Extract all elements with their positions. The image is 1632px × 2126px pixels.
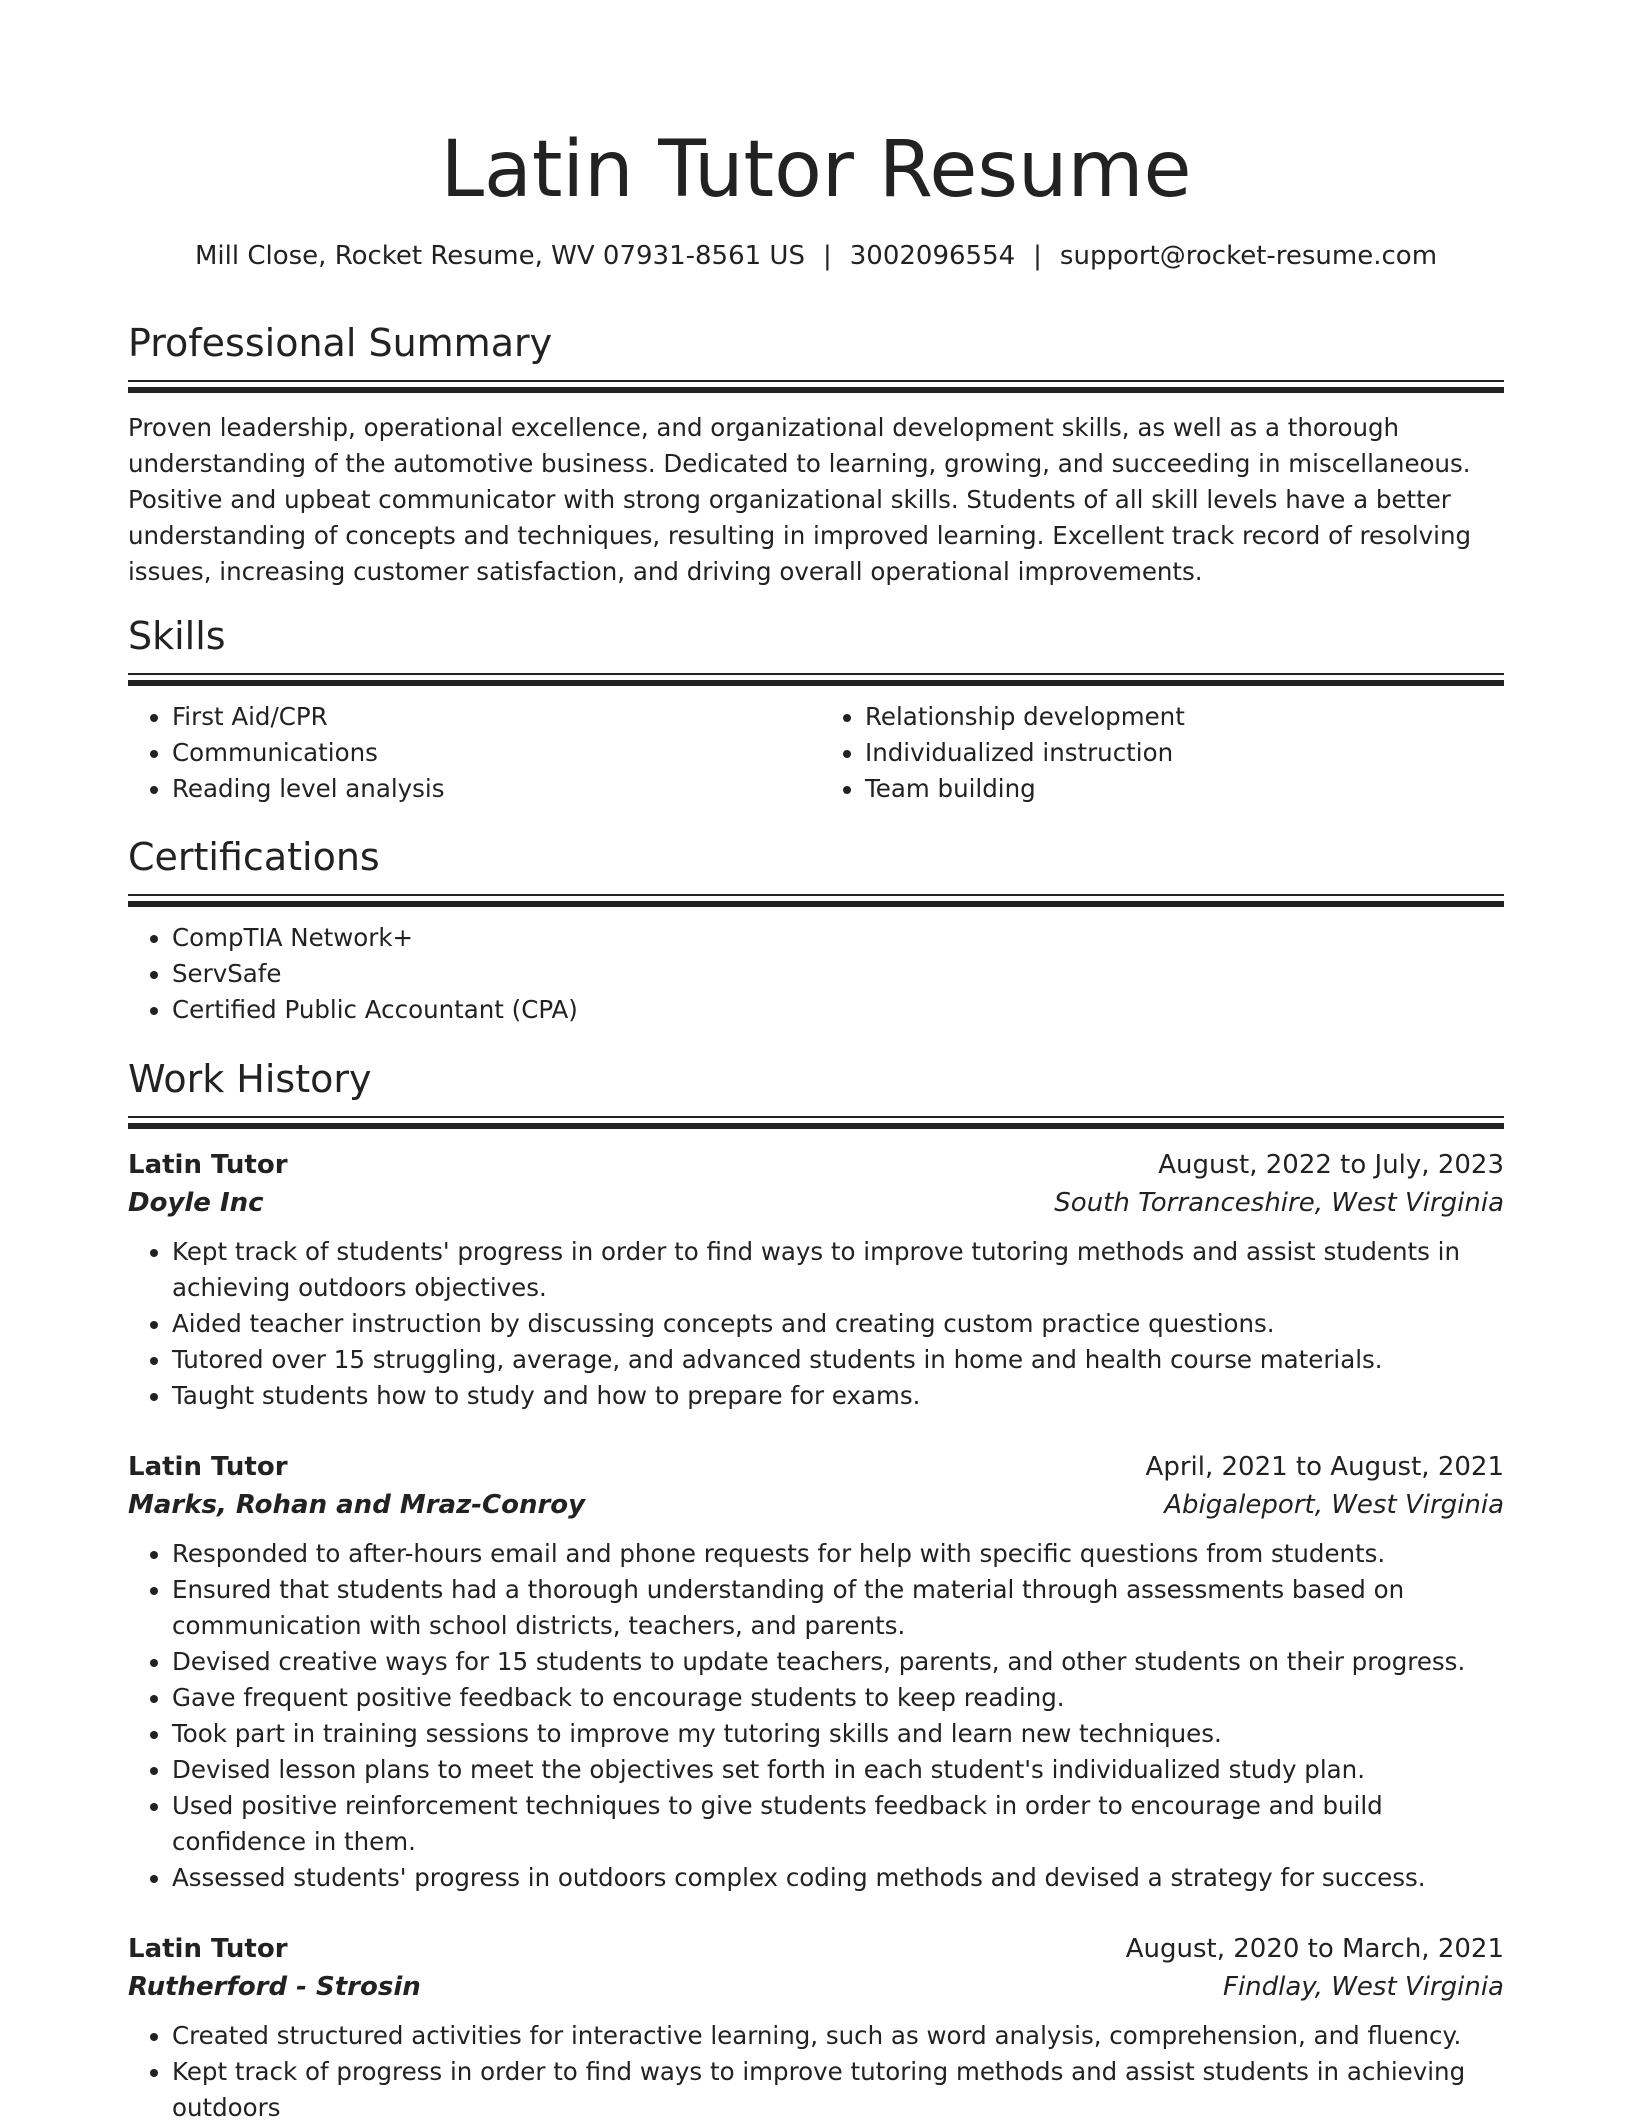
job-bullet: • Devised lesson plans to meet the objectives set forth in each student's individualized study plan. [172,1752,1504,1788]
section-title: Skills [128,614,226,658]
job-bullet: • Devised creative ways for 15 students to update teachers, parents, and other students on their progress. [172,1644,1504,1680]
skill-item: • Individualized instruction [865,735,1504,771]
job-company: Marks, Rohan and Mraz-Conroy [128,1490,586,1520]
skills-list-left [128,699,816,807]
contact-line [0,238,1632,274]
job-bullet: • Taught students how to study and how to prepare for exams. [172,1378,1504,1414]
job-header-row [128,1146,1504,1184]
job-bullet: • Assessed students' progress in outdoors complex coding methods and devised a strategy for success. [172,1860,1504,1896]
job-company: Rutherford - Strosin [128,1972,421,2002]
job-company-row [128,1968,1504,2006]
job-bullets [128,1234,1504,1414]
skill-item: • Relationship development [865,699,1504,735]
job-dates: August, 2020 to March, 2021 [1125,1934,1504,1964]
job-bullet: • Used positive reinforcement techniques to give students feedback in order to encourage and build confidence in them. [172,1788,1504,1860]
certification-item: • Certified Public Accountant (CPA) [172,992,1504,1028]
job-title: Latin Tutor [128,1150,288,1180]
job-title: Latin Tutor [128,1934,288,1964]
job-company: Doyle Inc [128,1188,264,1218]
contact-address: Mill Close, Rocket Resume, WV 07931-8561 US [194,241,805,271]
job-bullet: • Kept track of students' progress in order to find ways to improve tutoring methods and assist students in achieving outdoors objectives. [172,1234,1504,1306]
skill-item: • First Aid/CPR [172,699,816,735]
job-bullets [128,1536,1504,1896]
job-bullet: • Responded to after-hours email and phone requests for help with specific questions from students. [172,1536,1504,1572]
job-bullet: • Tutored over 15 struggling, average, and advanced students in home and health course materials. [172,1342,1504,1378]
job-location: Findlay, West Virginia [1223,1972,1504,2002]
contact-email: support@rocket-resume.com [1059,241,1438,271]
job-bullet: • Gave frequent positive feedback to encourage students to keep reading. [172,1680,1504,1716]
job-entry [128,1930,1504,2126]
section-title: Certifications [128,835,380,879]
job-location: Abigaleport, West Virginia [1164,1490,1504,1520]
skills-list-right [816,699,1504,807]
job-title: Latin Tutor [128,1452,288,1482]
certifications-section [128,832,1504,1028]
certification-item: • ServSafe [172,956,1504,992]
job-entry [128,1146,1504,1414]
contact-separator: | [822,241,832,271]
contact-phone: 3002096554 [849,241,1016,271]
skill-item: • Communications [172,735,816,771]
section-rule [128,1116,1504,1128]
job-bullet: • Created structured activities for interactive learning, such as word analysis, comprehension, and fluency. [172,2018,1504,2054]
job-bullet: • Aided teacher instruction by discussing concepts and creating custom practice questions. [172,1306,1504,1342]
resume-title: Latin Tutor Resume [440,125,1192,215]
job-bullet: • Took part in training sessions to improve my tutoring skills and learn new techniques. [172,1716,1504,1752]
skill-item: • Reading level analysis [172,771,816,807]
section-rule [128,894,1504,906]
section-rule [128,380,1504,392]
section-rule [128,673,1504,685]
job-dates: April, 2021 to August, 2021 [1145,1452,1504,1482]
section-title: Work History [128,1057,372,1101]
job-bullets [128,2018,1504,2126]
skills-columns [128,685,1504,807]
summary-text: Proven leadership, operational excellence, and organizational development skills, as well as a thorough understanding of the automotive business. Dedicated to learning, growing, and succeeding in miscellaneous. Positive and upbeat communicator with strong organizational skills. Students of all skill levels have a better understanding of concepts and techniques, resulting in improved learning. Excellent track record of resolving issues, increasing customer satisfaction, and driving overall operational improvements. [128,413,1472,586]
work-history-section [128,1054,1504,2126]
certification-item: • CompTIA Network+ [172,920,1504,956]
certifications-list [128,920,1504,1028]
job-company-row [128,1486,1504,1524]
section-title: Professional Summary [128,321,553,365]
job-dates: August, 2022 to July, 2023 [1158,1150,1504,1180]
job-entry [128,1448,1504,1896]
skill-item: • Team building [865,771,1504,807]
contact-separator: | [1033,241,1042,271]
job-bullet: • Kept track of progress in order to find ways to improve tutoring methods and assist students in achieving outdoors [172,2054,1504,2126]
job-bullet: • Ensured that students had a thorough understanding of the material through assessments based on communication with school districts, teachers, and parents. [172,1572,1504,1644]
summary-section [128,318,1504,590]
skills-section [128,611,1504,807]
job-header-row [128,1448,1504,1486]
job-company-row [128,1184,1504,1222]
job-header-row [128,1930,1504,1968]
job-location: South Torranceshire, West Virginia [1054,1188,1504,1218]
